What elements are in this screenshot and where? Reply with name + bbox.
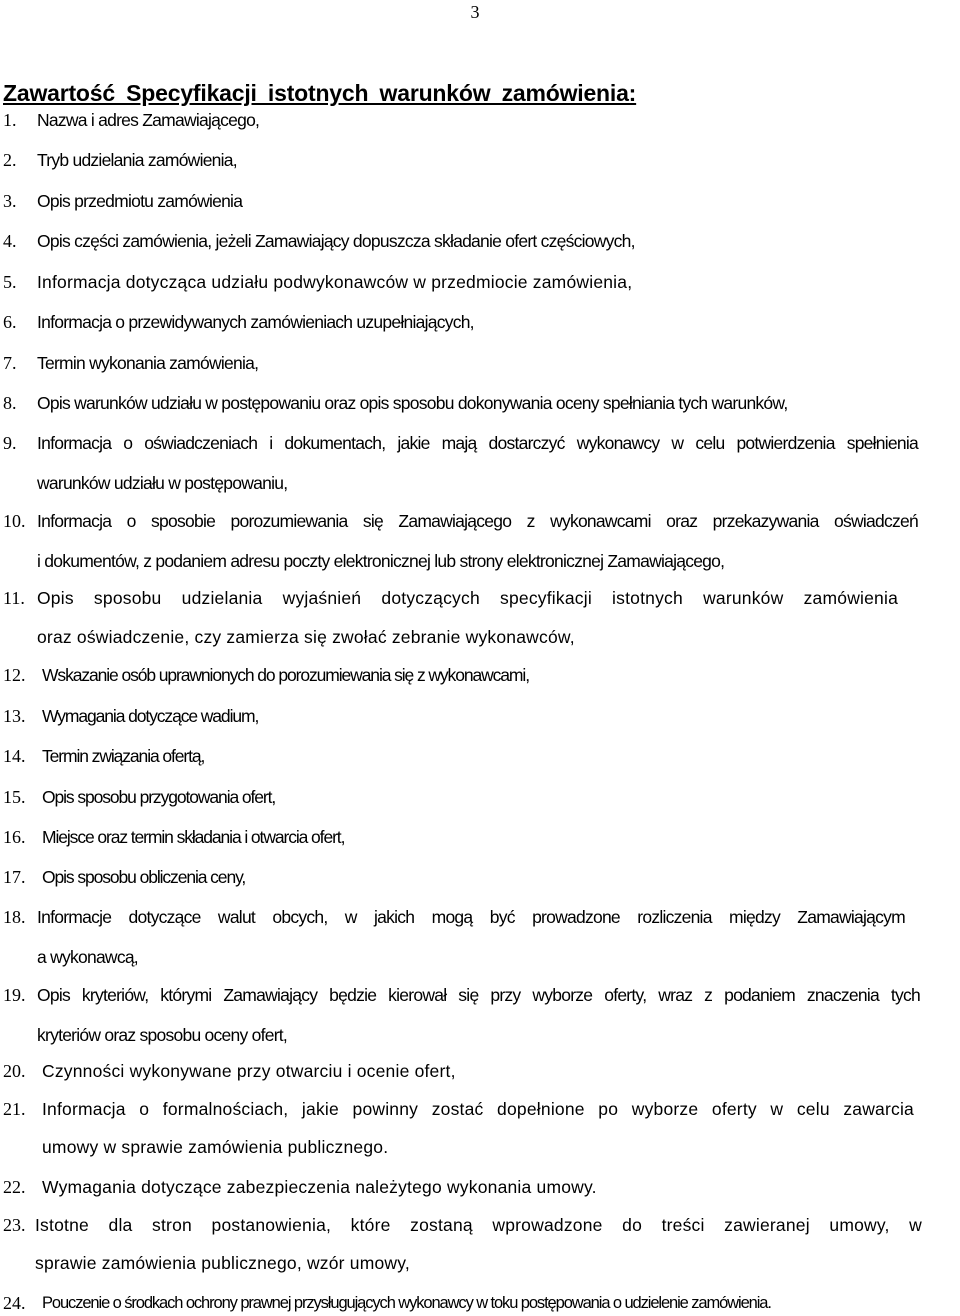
list-item-number: 11. bbox=[3, 588, 25, 608]
list-item-text: Istotne dla stron postanowienia, które zostaną wprowadzone do treści zawieranej umowy, w bbox=[35, 1215, 922, 1235]
list-item-text: Informacja o sposobie porozumiewania się Zamawiającego z wykonawcami oraz przekazywania oświadczeń bbox=[37, 511, 918, 531]
list-item-text: Informacja o formalnościach, jakie powinny zostać dopełnione po wyborze oferty w celu zawarcia bbox=[42, 1099, 914, 1119]
list-item-text: i dokumentów, z podaniem adresu poczty elektronicznej lub strony elektronicznej Zamawiającego, bbox=[37, 551, 725, 571]
list-item-text: warunków udziału w postępowaniu, bbox=[37, 473, 288, 493]
list-item-number: 19. bbox=[3, 985, 26, 1005]
list-item-text: Czynności wykonywane przy otwarciu i ocenie ofert, bbox=[42, 1061, 456, 1081]
list-item-number: 2. bbox=[3, 150, 17, 170]
list-item-number: 14. bbox=[3, 746, 26, 766]
list-item-text: Termin wykonania zamówienia, bbox=[37, 353, 259, 373]
list-item-text: Opis sposobu przygotowania ofert, bbox=[42, 787, 276, 807]
list-item-text: oraz oświadczenie, czy zamierza się zwołać zebranie wykonawców, bbox=[37, 627, 575, 647]
list-item-text: kryteriów oraz sposobu oceny ofert, bbox=[37, 1025, 287, 1045]
list-item-text: Miejsce oraz termin składania i otwarcia ofert, bbox=[42, 827, 345, 847]
list-item-text: Termin związania ofertą, bbox=[42, 746, 205, 766]
list-item-text: Informacje dotyczące walut obcych, w jakich mogą być prowadzone rozliczenia między Zamawiającym bbox=[37, 907, 905, 927]
list-item-text: Informacja o oświadczeniach i dokumentach, jakie mają dostarczyć wykonawcy w celu potwierdzenia spełnienia bbox=[37, 433, 918, 453]
list-item-number: 18. bbox=[3, 907, 26, 927]
list-item-text: Tryb udzielania zamówienia, bbox=[37, 150, 237, 170]
list-item-number: 10. bbox=[3, 511, 26, 531]
list-item-number: 1. bbox=[3, 110, 17, 130]
list-item-text: Informacja o przewidywanych zamówieniach uzupełniających, bbox=[37, 312, 474, 332]
list-item-text: Opis sposobu udzielania wyjaśnień dotyczących specyfikacji istotnych warunków zamówienia bbox=[37, 588, 898, 608]
list-item-number: 17. bbox=[3, 867, 26, 887]
list-item-number: 6. bbox=[3, 312, 17, 332]
list-item-number: 7. bbox=[3, 353, 17, 373]
list-item-text: Pouczenie o środkach ochrony prawnej przysługujących wykonawcy w toku postępowania o udzielenie zamówienia. bbox=[42, 1294, 771, 1312]
list-item-number: 4. bbox=[3, 231, 17, 251]
list-item-number: 23. bbox=[3, 1215, 26, 1235]
list-item-text: Wymagania dotyczące wadium, bbox=[42, 706, 259, 726]
list-item-text: Wymagania dotyczące zabezpieczenia należytego wykonania umowy. bbox=[42, 1177, 597, 1197]
list-item-text: Opis części zamówienia, jeżeli Zamawiający dopuszcza składanie ofert częściowych, bbox=[37, 231, 635, 251]
list-item-number: 5. bbox=[3, 272, 17, 292]
list-item-number: 16. bbox=[3, 827, 26, 847]
page-number: 3 bbox=[470, 2, 480, 22]
list-item-text: sprawie zamówienia publicznego, wzór umowy, bbox=[35, 1253, 410, 1273]
list-item-number: 15. bbox=[3, 787, 26, 807]
list-item-number: 9. bbox=[3, 433, 17, 453]
list-item-text: Informacja dotycząca udziału podwykonawców w przedmiocie zamówienia, bbox=[37, 272, 633, 292]
list-item-text: Wskazanie osób uprawnionych do porozumiewania się z wykonawcami, bbox=[42, 665, 529, 685]
list-item-number: 24. bbox=[3, 1293, 26, 1313]
page-title: Zawartość Specyfikacji istotnych warunków zamówienia: bbox=[3, 80, 637, 106]
list-item-text: Opis przedmiotu zamówienia bbox=[37, 191, 243, 211]
list-item-text: umowy w sprawie zamówienia publicznego. bbox=[42, 1137, 389, 1157]
list-item-number: 8. bbox=[3, 393, 17, 413]
list-item-number: 20. bbox=[3, 1061, 26, 1081]
list-item-number: 13. bbox=[3, 706, 26, 726]
list-item-text: a wykonawcą, bbox=[37, 947, 138, 967]
list-item-text: Opis kryteriów, którymi Zamawiający będzie kierował się przy wyborze oferty, wraz z podaniem znaczenia tych bbox=[37, 985, 920, 1005]
list-item-text: Nazwa i adres Zamawiającego, bbox=[37, 110, 260, 130]
list-item-text: Opis sposobu obliczenia ceny, bbox=[42, 867, 246, 887]
list-item-text: Opis warunków udziału w postępowaniu oraz opis sposobu dokonywania oceny spełniania tych warunków, bbox=[37, 393, 788, 413]
list-item-number: 3. bbox=[3, 191, 17, 211]
list-item-number: 22. bbox=[3, 1177, 26, 1197]
list-item-number: 12. bbox=[3, 665, 26, 685]
list-item-number: 21. bbox=[3, 1099, 26, 1119]
